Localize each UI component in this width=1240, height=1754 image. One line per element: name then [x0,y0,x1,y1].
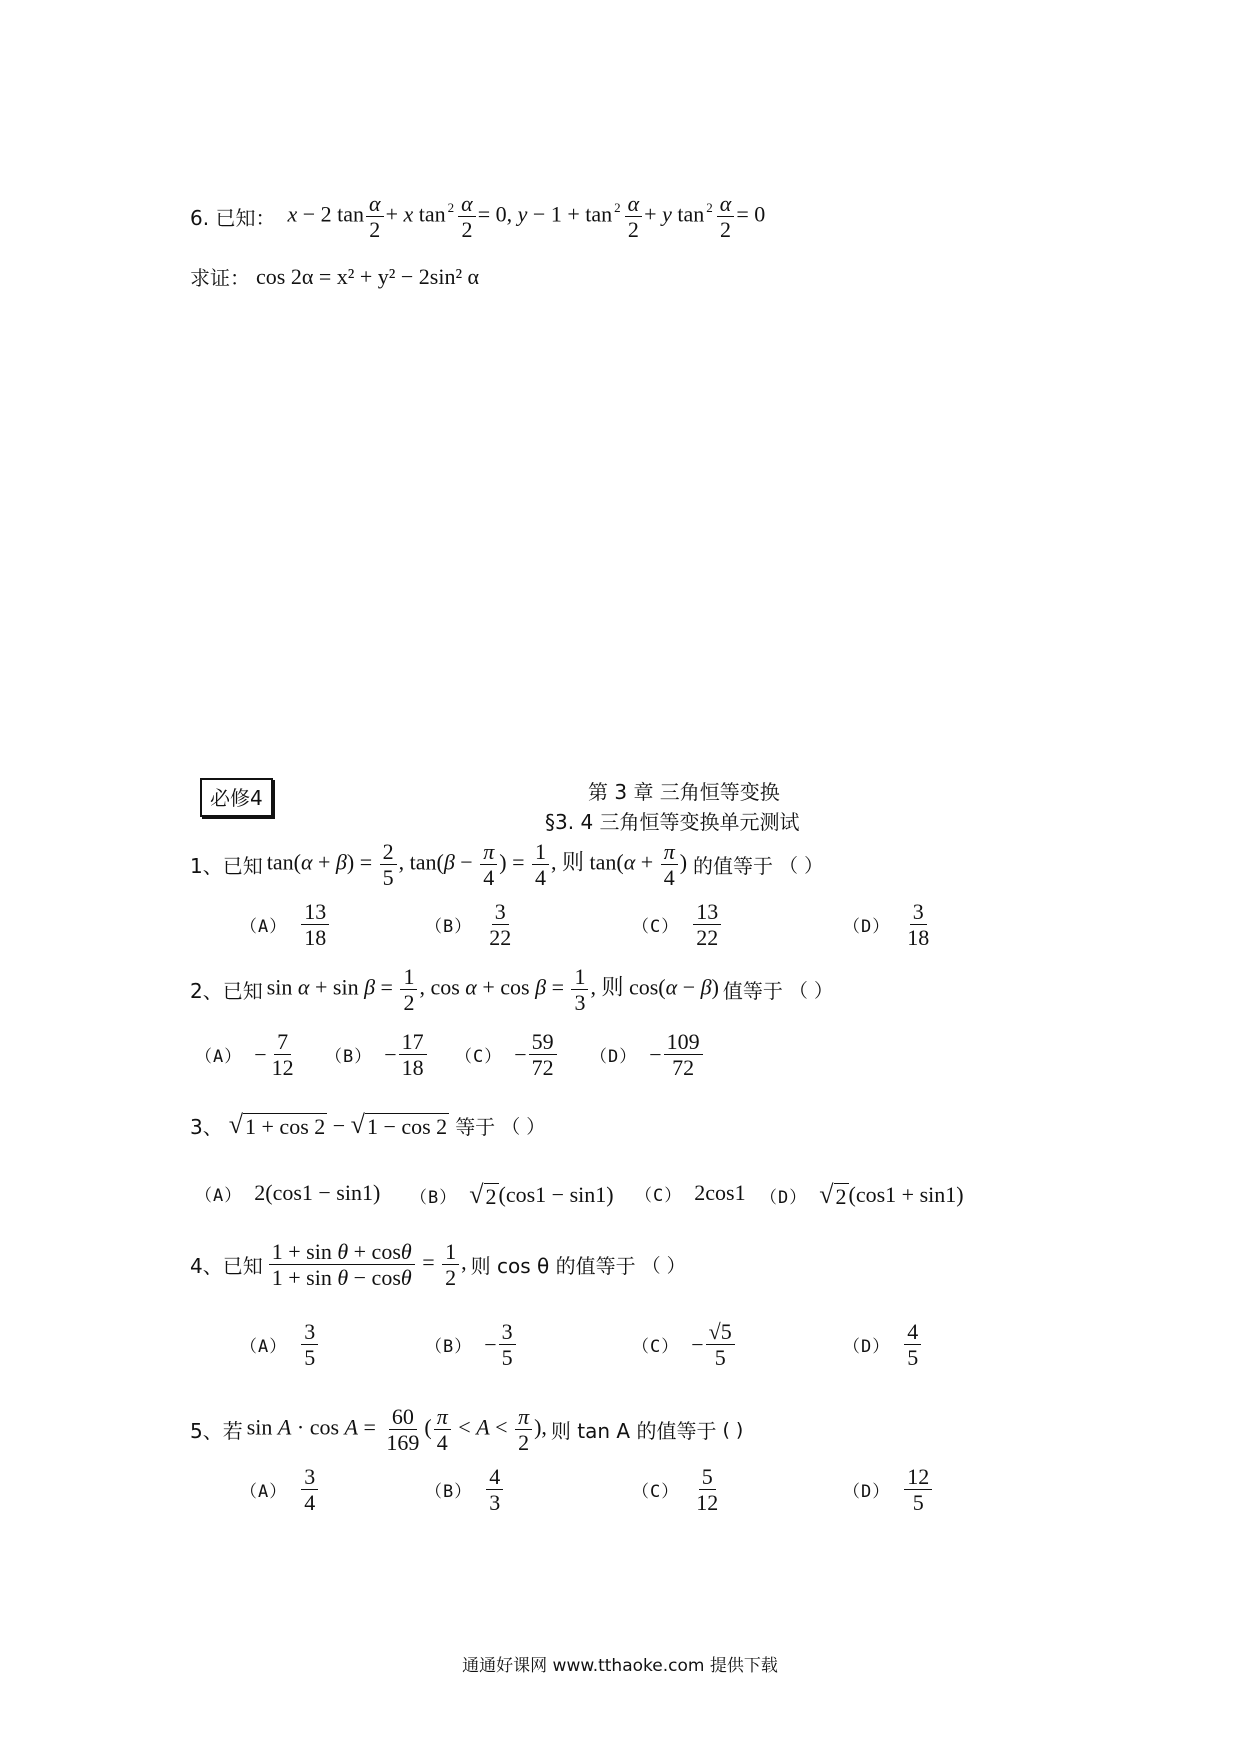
q6-statement [190,192,765,241]
q6-prove-label: 求证： [190,266,250,290]
option-value: $\frac{17}{18}$ [399,1030,427,1079]
option-d[interactable] [843,1320,923,1369]
option-value: 2cos1 [694,1180,746,1205]
option-label: （A） [240,917,288,938]
option-label: （D） [590,1047,638,1068]
option-label: （C） [635,1185,683,1206]
q3-expression: √ 1 + cos 2 − √ 1 − cos 2 [228,1110,448,1139]
question-text: 值等于 [722,979,783,1004]
option-label: （B） [425,1482,473,1503]
option-c[interactable]: （C） − $\frac{√5}{5}$ [632,1320,737,1369]
option-value: $\frac{3}{18}$ [907,899,930,951]
question-5 [190,1405,743,1454]
q1-expression: tan(α + β) = $\frac{2}{5}$ , tan(β − $\frac{\pi}{4}$ ) = $\frac{1}{4}$ , 则 tan(α + $\frac{\pi}{4}$ ) [266,839,688,891]
option-b[interactable] [425,1465,505,1514]
option-label: （D） [843,1482,891,1503]
option-a[interactable]: （A） − $\frac{7}{12}$ [195,1030,299,1079]
option-value: $\frac{13}{22}$ [693,900,721,949]
question-3 [190,1110,545,1140]
option-c[interactable] [635,1180,746,1206]
question-text: 则 tan A 的值等于 [550,1419,717,1444]
option-b[interactable]: （B） √ 2 (cos1 − sin1) [410,1180,614,1209]
option-a[interactable] [195,1180,380,1206]
option-label: （C） [632,1482,680,1503]
option-label: （C） [632,1337,680,1358]
answer-blank[interactable]: （ ） [501,1115,546,1138]
option-label: （C） [455,1047,503,1068]
option-a[interactable] [240,1465,320,1514]
question-text: 的值等于 [693,854,774,879]
option-a[interactable] [240,900,331,949]
option-label: （B） [325,1047,373,1068]
question-number: 5、 [190,1419,223,1444]
option-d[interactable] [843,1465,934,1514]
option-d[interactable] [843,900,934,949]
question-text: 等于 [455,1114,496,1139]
question-text: 则 cos θ 的值等于 [470,1254,636,1279]
answer-blank[interactable]: ( ) [722,1418,744,1441]
question-2 [190,965,833,1014]
option-c[interactable]: （C） − $\frac{59}{72}$ [455,1030,559,1079]
option-label: （A） [195,1185,243,1206]
question-text: 已知 [222,979,263,1004]
q6-equation: x − 2 tan $\frac{\alpha}{2}$ + x tan $^2$ $\frac{\alpha}{2}$ = 0, y − 1 + tan $^2$ $\frac{\alpha}{2}$ + y tan $^2$ $\frac{\alpha}{2}$ = 0 [287,191,766,243]
question-text: 已知 [222,1254,263,1279]
question-1 [190,840,823,889]
question-number: 4、 [190,1254,223,1279]
footer-source: 通通好课网 www.tthaoke.com 提供下载 [462,1656,778,1676]
question-number: 3、 [190,1114,223,1139]
option-d[interactable]: （D） √ 2 (cos1 + sin1) [760,1180,964,1209]
option-value: $\frac{4}{5}$ [904,1320,921,1369]
option-value: $\frac{7}{12}$ [271,1029,294,1081]
option-value: $\frac{12}{5}$ [904,1465,932,1514]
option-d[interactable]: （D） − $\frac{109}{72}$ [590,1030,705,1079]
option-label: （B） [425,917,473,938]
question-text: 若 [222,1419,243,1444]
option-label: （B） [425,1337,473,1358]
question-4 [190,1240,686,1289]
option-a[interactable] [240,1320,320,1369]
option-c[interactable] [632,1465,723,1514]
option-value: $\frac{13}{18}$ [301,900,329,949]
option-value: (cos1 − sin1) [498,1182,614,1207]
option-value: $\frac{5}{12}$ [696,1464,719,1516]
option-label: （D） [843,1337,891,1358]
option-value: $\frac{3}{5}$ [499,1320,516,1369]
section-box-label: 必修4 [200,778,273,817]
option-value: 2(cos1 − sin1) [254,1180,381,1205]
q6-prove-expr: cos 2α = x² + y² − 2sin² α [256,263,480,289]
q6-prefix: 6. 已知： [190,206,276,231]
option-label: （C） [632,917,680,938]
option-label: （B） [410,1187,458,1208]
option-b[interactable] [425,900,516,949]
option-label: （A） [240,1337,288,1358]
option-label: （A） [240,1482,288,1503]
q2-expression: sin α + sin β = $\frac{1}{2}$ , cos α + cos β = $\frac{1}{3}$ , 则 cos(α − β) [266,964,719,1016]
option-value: $\frac{3}{4}$ [301,1465,318,1514]
option-value: (cos1 + sin1) [848,1182,964,1207]
q4-expression: $\frac{\text{1 + sin θ + cosθ}}{\text{1 + sin θ − cosθ}}$ = $\frac{1}{2}$ , [267,1240,467,1289]
option-label: （A） [195,1047,243,1068]
option-value: $\frac{109}{72}$ [664,1030,703,1079]
option-label: （D） [760,1187,808,1208]
chapter-title: 第 3 章 三角恒等变换 [588,780,780,804]
option-value: $\frac{√5}{5}$ [706,1320,735,1369]
option-value: $\frac{3}{5}$ [301,1320,318,1369]
answer-blank[interactable]: （ ） [788,980,833,1003]
option-b[interactable]: （B） − $\frac{17}{18}$ [325,1030,429,1079]
option-label: （D） [843,917,891,938]
option-value: $\frac{59}{72}$ [529,1030,557,1079]
option-value: $\frac{3}{22}$ [489,899,512,951]
question-number: 1、 [190,854,223,879]
section-title: §3. 4 三角恒等变换单元测试 [545,810,800,834]
answer-blank[interactable]: （ ） [779,855,824,878]
q5-expression: sin A · cos A = $\frac{60}{169}$ ( $\frac{\pi}{4}$ < A < $\frac{\pi}{2}$ ), [246,1404,547,1456]
option-value: $\frac{4}{3}$ [486,1465,503,1514]
question-number: 2、 [190,979,223,1004]
option-b[interactable]: （B） − $\frac{3}{5}$ [425,1320,518,1369]
q6-prove [190,262,479,291]
option-c[interactable] [632,900,723,949]
question-text: 已知 [222,854,263,879]
answer-blank[interactable]: （ ） [641,1255,686,1278]
